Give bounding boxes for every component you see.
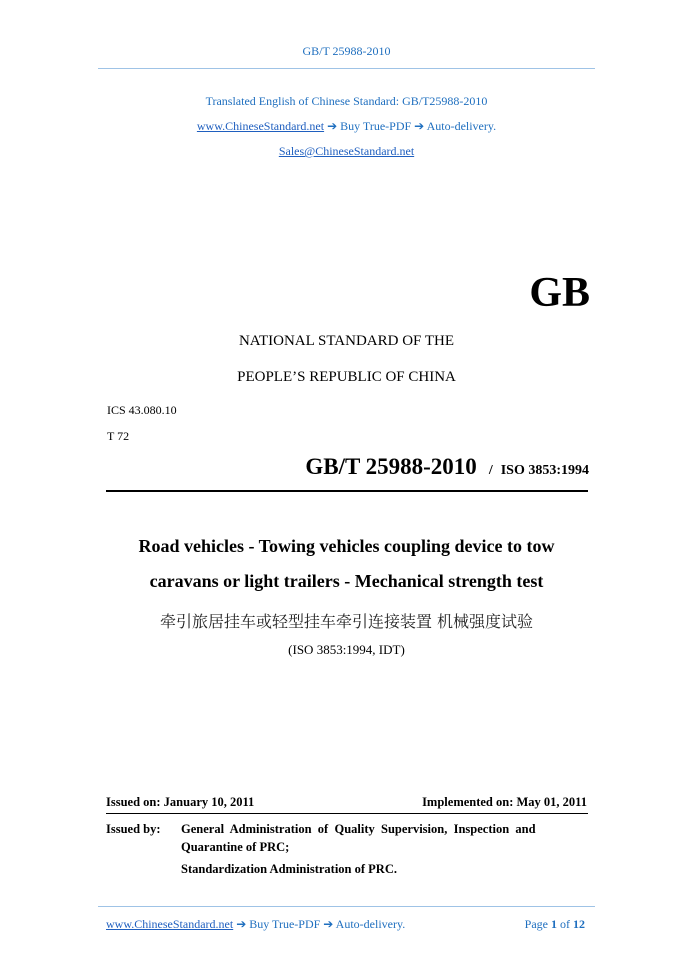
site-link[interactable]: www.ChineseStandard.net	[196, 119, 325, 133]
header-doc-code: GB/T 25988-2010	[302, 44, 391, 58]
ics-code: ICS 43.080.10	[107, 403, 177, 417]
buy-text: ➔ Buy True-PDF ➔ Auto-delivery.	[324, 119, 497, 133]
national-standard-line2: PEOPLE’S REPUBLIC OF CHINA	[237, 369, 456, 385]
email-link[interactable]: Sales@ChineseStandard.net	[278, 144, 415, 158]
title-rule	[106, 490, 588, 492]
ccs-code: T 72	[107, 429, 130, 443]
issued-date: Issued on: January 10, 2011	[106, 795, 255, 809]
of-label: of	[560, 917, 570, 931]
issued-by-label: Issued by:	[106, 822, 161, 836]
issuer-org2: Standardization Administration of PRC.	[181, 862, 397, 876]
page-number: 1	[551, 917, 557, 931]
footer-site-link[interactable]: www.ChineseStandard.net	[106, 917, 234, 931]
issuer-org1-line1: General Administration of Quality Supervision, Inspection and	[181, 822, 536, 836]
promo-buy-line	[0, 119, 693, 134]
implemented-date: Implemented on: May 01, 2011	[422, 795, 587, 809]
gb-mark: GB	[529, 270, 590, 316]
standard-number-separator: /	[488, 463, 493, 478]
issuer-org1-line2: Quarantine of PRC;	[181, 840, 290, 854]
title-chinese: 牵引旅居挂车或轻型挂车牵引连接装置 机械强度试验	[159, 612, 534, 631]
page-total: 12	[573, 917, 585, 931]
page-indicator	[525, 917, 585, 932]
national-standard-line1: NATIONAL STANDARD OF THE	[238, 333, 455, 349]
title-line1: Road vehicles - Towing vehicles coupling device to tow	[138, 536, 555, 556]
footer-rule	[98, 906, 595, 907]
header-rule	[98, 68, 595, 69]
footer-buy-text: ➔ Buy True-PDF ➔ Auto-delivery.	[233, 917, 406, 931]
dates-rule	[106, 813, 588, 814]
promo-line: Translated English of Chinese Standard: GB/T25988-2010	[205, 94, 488, 108]
page-label: Page	[524, 917, 548, 931]
title-line2: caravans or light trailers - Mechanical strength test	[149, 571, 544, 591]
iso-number: ISO 3853:1994	[500, 463, 589, 478]
standard-number	[305, 454, 589, 480]
standard-number-main: GB/T 25988-2010	[305, 454, 477, 479]
email-line	[0, 144, 693, 159]
idt-equivalence: (ISO 3853:1994, IDT)	[288, 642, 405, 657]
footer-buy-line	[106, 917, 405, 932]
